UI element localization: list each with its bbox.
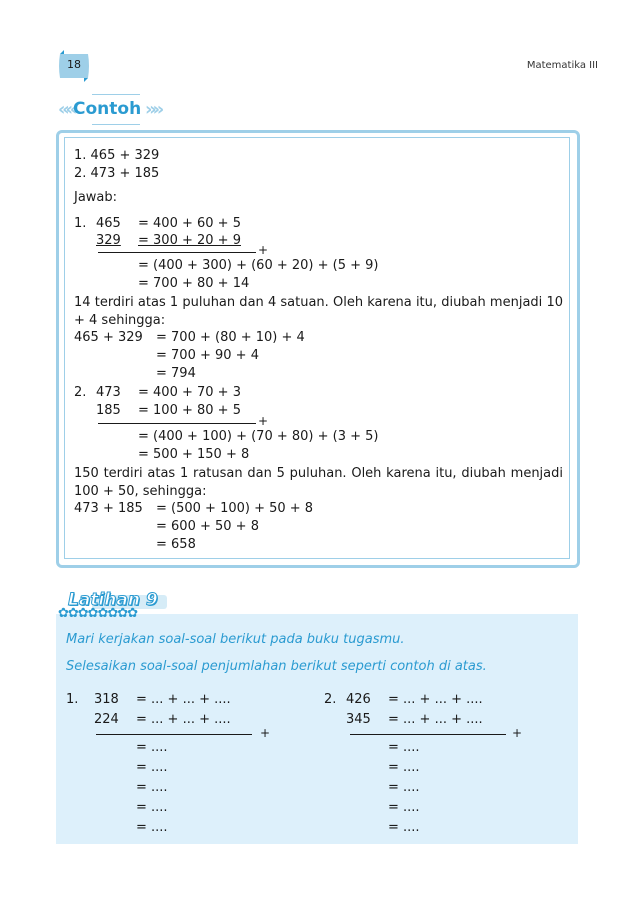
p2-answer-1: = .... [388, 740, 420, 755]
a2-line3: = (400 + 100) + (70 + 80) + (3 + 5) [138, 429, 379, 444]
p2-number: 2. [324, 692, 337, 707]
sum-line [98, 423, 256, 424]
a1-explanation: 14 terdiri atas 1 puluhan dan 4 satuan. Oleh karena itu, diubah menjadi 10 + 4 sehingga: [74, 295, 563, 328]
p1-row2-blanks: = ... + ... + .... [136, 712, 231, 727]
p2-value1: 426 [346, 692, 371, 707]
a1-line2-value: 329 [96, 233, 121, 248]
a2-sum-lhs: 473 + 185 [74, 501, 143, 516]
instruction-1: Mari kerjakan soal-soal berikut pada buku tugasmu. [66, 632, 405, 647]
a1-number: 1. [74, 216, 87, 231]
a2-line2-value: 185 [96, 403, 121, 418]
a2-line4: = 500 + 150 + 8 [138, 447, 250, 462]
question-2: 2. 473 + 185 [74, 166, 160, 181]
a2-line1-expansion: = 400 + 70 + 3 [138, 385, 241, 400]
plus-sign: + [258, 414, 269, 428]
a1-step2: = 700 + 90 + 4 [156, 348, 259, 363]
p1-answer-1: = .... [136, 740, 168, 755]
plus-sign: + [512, 726, 523, 740]
a2-result: = 658 [156, 537, 196, 552]
sum-line [350, 734, 506, 735]
p2-answer-5: = .... [388, 820, 420, 835]
exercise-box [56, 614, 578, 844]
chevron-right-icon: »» [145, 99, 161, 120]
p2-row1-blanks: = ... + ... + .... [388, 692, 483, 707]
p2-answer-4: = .... [388, 800, 420, 815]
sum-line [98, 252, 256, 253]
plus-sign: + [258, 243, 269, 257]
a1-line1-expansion: = 400 + 60 + 5 [138, 216, 241, 231]
sum-line [96, 734, 252, 735]
a2-line1-value: 473 [96, 385, 121, 400]
a1-step1: = 700 + (80 + 10) + 4 [156, 330, 305, 345]
latihan-title: Latihan 9 [68, 590, 158, 610]
book-title: Matematika III [526, 60, 598, 71]
question-1: 1. 465 + 329 [74, 148, 160, 163]
p1-row1-blanks: = ... + ... + .... [136, 692, 231, 707]
a2-step2: = 600 + 50 + 8 [156, 519, 259, 534]
jawab-label: Jawab: [74, 190, 118, 205]
a1-line3: = (400 + 300) + (60 + 20) + (5 + 9) [138, 258, 379, 273]
page-number: 18 [67, 58, 81, 71]
a2-line2-expansion: = 100 + 80 + 5 [138, 403, 241, 418]
p1-answer-3: = .... [136, 780, 168, 795]
p2-row2-blanks: = ... + ... + .... [388, 712, 483, 727]
a2-step1: = (500 + 100) + 50 + 8 [156, 501, 314, 516]
p1-number: 1. [66, 692, 79, 707]
a1-sum-lhs: 465 + 329 [74, 330, 143, 345]
p1-value1: 318 [94, 692, 119, 707]
contoh-top-line [92, 94, 140, 95]
a1-line1-value: 465 [96, 216, 121, 231]
p2-answer-2: = .... [388, 760, 420, 775]
instruction-2: Selesaikan soal-soal penjumlahan berikut seperti contoh di atas. [66, 659, 487, 674]
a1-line2-expansion: = 300 + 20 + 9 [138, 233, 241, 248]
p1-answer-2: = .... [136, 760, 168, 775]
p1-answer-5: = .... [136, 820, 168, 835]
chevron-left-icon: «« [58, 99, 74, 120]
flower-decoration-icon: ✿✿✿✿✿✿✿✿ [58, 606, 138, 621]
p2-value2: 345 [346, 712, 371, 727]
p2-answer-3: = .... [388, 780, 420, 795]
a2-number: 2. [74, 385, 87, 400]
contoh-bottom-line [92, 124, 140, 125]
a2-explanation: 150 terdiri atas 1 ratusan dan 5 puluhan. Oleh karena itu, diubah menjadi 100 + 50, sehingga: [74, 466, 563, 499]
p1-value2: 224 [94, 712, 119, 727]
plus-sign: + [260, 726, 271, 740]
contoh-label: Contoh [73, 99, 142, 119]
a1-result: = 794 [156, 366, 196, 381]
p1-answer-4: = .... [136, 800, 168, 815]
a1-line4: = 700 + 80 + 14 [138, 276, 250, 291]
